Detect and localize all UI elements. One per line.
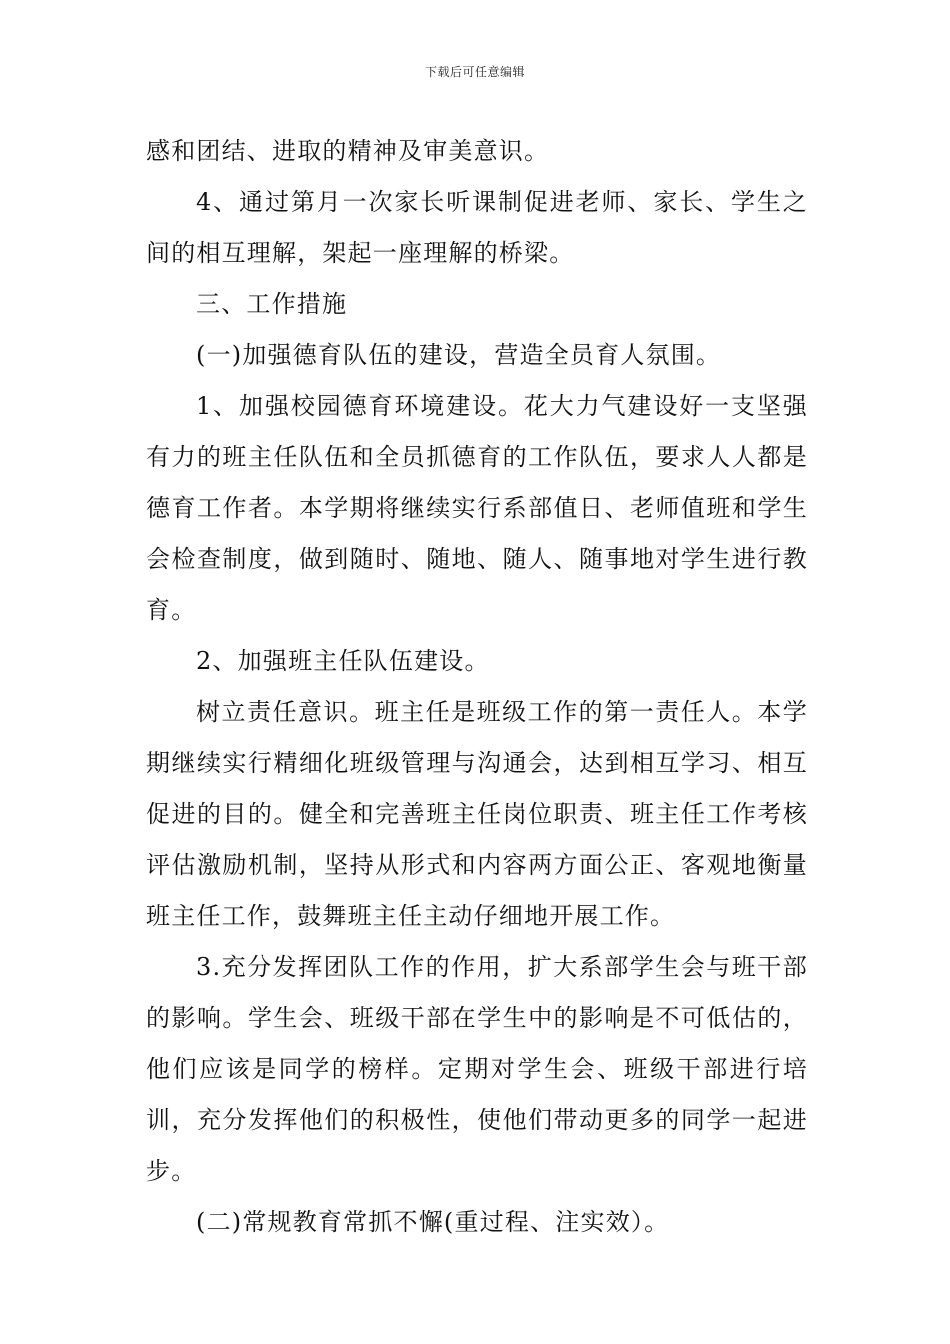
paragraph: 4、通过第月一次家长听课制促进老师、家长、学生之间的相互理解，架起一座理解的桥梁。 <box>146 188 808 267</box>
paragraph: 树立责任意识。班主任是班级工作的第一责任人。本学期继续实行精细化班级管理与沟通会，达到相互学习、相互促进的目的。健全和完善班主任岗位职责、班主任工作考核评估激励机制，坚持从形式和内容两方面公正、客观地衡量班主任工作，鼓舞班主任主动仔细地开展工作。 <box>146 698 808 930</box>
paragraph: 2、加强班主任队伍建设。 <box>196 647 490 675</box>
paragraph: 3.充分发挥团队工作的作用，扩大系部学生会与班干部的影响。学生会、班级干部在学生中的影响是不可低估的，他们应该是同学的榜样。定期对学生会、班级干部进行培训，充分发挥他们的积极性，使他们带动更多的同学一起进步。 <box>146 953 808 1185</box>
document-body <box>146 126 808 1248</box>
subsection-heading: (二)常规教育常抓不懈(重过程、注实效）。 <box>196 1208 670 1236</box>
page-header: 下载后可任意编辑 <box>424 65 525 79</box>
paragraph: 感和团结、进取的精神及审美意识。 <box>146 137 550 165</box>
subsection-heading: (一)加强德育队伍的建设，营造全员育人氛围。 <box>196 341 722 369</box>
paragraph: 1、加强校园德育环境建设。花大力气建设好一支坚强有力的班主任队伍和全员抓德育的工作队伍，要求人人都是德育工作者。本学期将继续实行系部值日、老师值班和学生会检查制度，做到随时、随地、随人、随事地对学生进行教育。 <box>146 392 808 624</box>
section-heading: 三、工作措施 <box>196 290 348 318</box>
